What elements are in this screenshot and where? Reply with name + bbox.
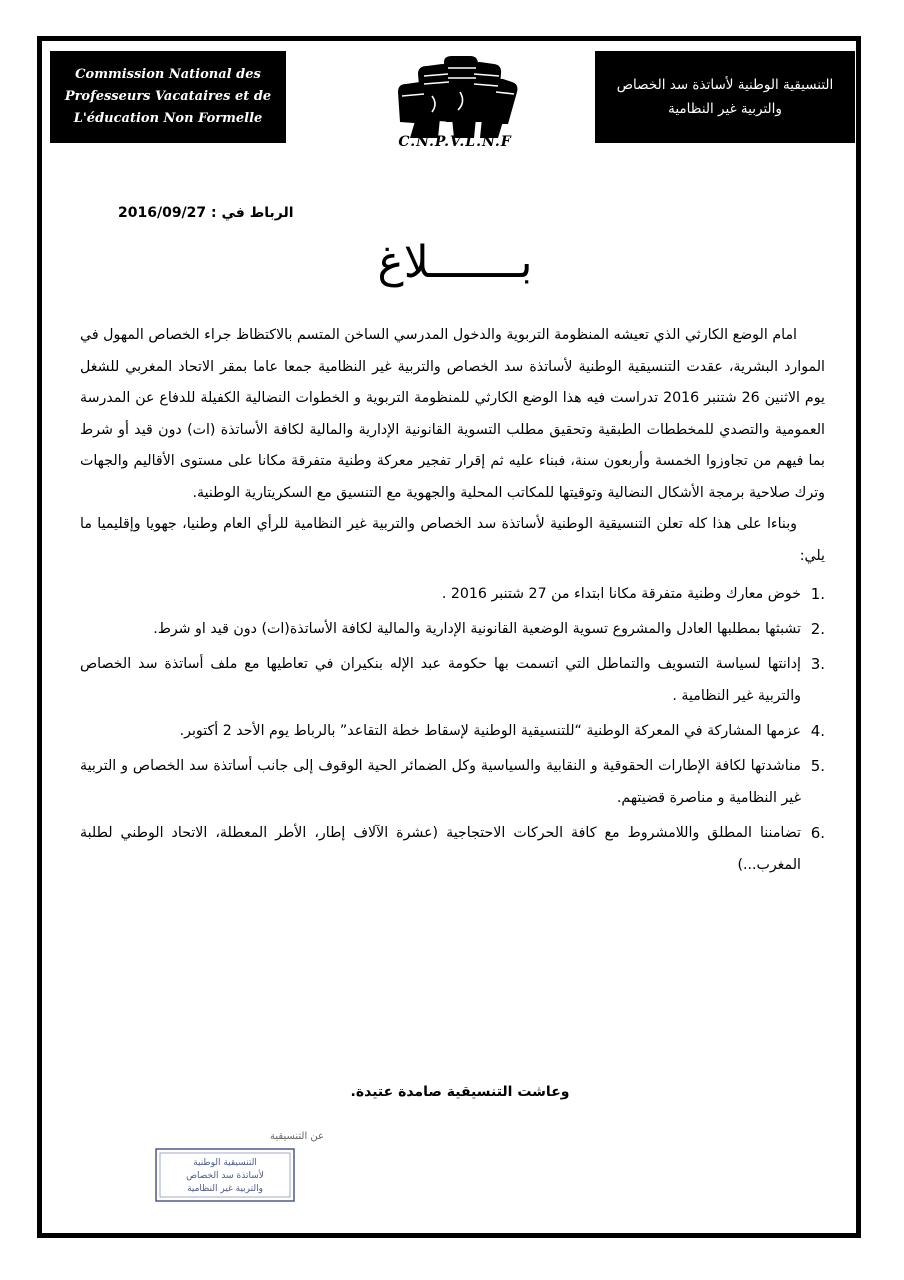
list-item: 4. عزمها المشاركة في المعركة الوطنية “للتنسيقية الوطنية لإسقاط خطة التقاعد” بالرباط يوم الأحد 2 أكتوبر.	[179, 722, 825, 740]
list-item: 6. تضامننا المطلق واللامشروط مع كافة الحركات الاحتجاجية (عشرة الآلاف إطار، الأطر المعطلة، الاتحاد الوطني لطلبة المغرب...)	[80, 824, 825, 873]
demands-list	[80, 578, 825, 881]
raised-fists-logo-icon	[380, 52, 530, 138]
paragraph-2: وبناءا على هذا كله تعلن التنسيقية الوطنية لأساتذة سد الخصاص والتربية غير النظامية للرأي العام وطنيا، جهويا وإقليميا ما يلي:	[80, 516, 825, 564]
stamp-line-2: لأساتذة سد الخصاص	[186, 1171, 264, 1181]
document-body	[80, 320, 825, 884]
french-line-2: Professeurs Vacataires et de	[64, 89, 272, 104]
list-item: 3. إدانتها لسياسة التسويف والتماطل التي اتسمت بها حكومة عبد الإله بنكيران في تعاطيها مع ملف أساتذة سد الخصاص والتربية غير النظامية .	[80, 655, 825, 704]
list-item: 1. خوض معارك وطنية متفرقة مكانا ابتداء من 27 شتنبر 2016 .	[441, 585, 825, 603]
header-french-box	[50, 51, 286, 143]
arabic-line-1: التنسيقية الوطنية لأساتذة سد الخصاص	[616, 77, 834, 93]
logo-caption: C.N.P.V.L.N.F	[398, 134, 512, 150]
list-item: 2. تشبثها بمطلبها العادل والمشروع تسوية الوضعية القانونية الإدارية والمالية لكافة الأساتذة(ات) دون قيد او شرط.	[153, 620, 825, 638]
date-line: الرباط في : 2016/09/27	[118, 205, 294, 221]
stamp-line-3: والتربية غير النظامية	[187, 1184, 263, 1194]
document-title: بـــــــلاغ	[377, 237, 533, 288]
french-line-1: Commission National des	[75, 67, 261, 82]
official-stamp-icon	[150, 1125, 324, 1205]
french-line-3: L'éducation Non Formelle	[73, 111, 263, 126]
paragraph-1: امام الوضع الكارثي الذي تعيشه المنظومة التربوية والدخول المدرسي الساخن المتسم بالاكتظاظ جراء الخصاص المهول في الموارد البشرية، عقدت التنسيقية الوطنية لأساتذة سد الخصاص والتربية غير النظامية جمعا عاما بمقر الاتحاد المغربي للشغل يوم الاثنين 26 شتنبر 2016 تدراست فيه هذا الوضع الكارثي للمنظومة التربوية و الخطوات النضالية الكفيلة للدفاع عن المدرسة العمومية والتصدي للمخططات الطبقية وتحقيق مطلب التسوية القانونية الإدارية والمالية لكافة الأساتذة (ات) دون قيد أو شرط بما فيهم من تجاوزوا الخمسة وأربعون سنة، فبناء عليه ثم إقرار تفجير معركة وطنية متفرقة مكانا على مستوى الأقاليم والجهات وترك صلاحية برمجة الأشكال النضالية وتوقيتها للمكاتب المحلية والجهوية مع التنسيق مع السكريتارية الوطنية.	[80, 327, 825, 501]
header-arabic-box	[595, 51, 855, 143]
list-item: 5. مناشدتها لكافة الإطارات الحقوقية و النقابية والسياسية وكل الضمائر الحية الوقوف إلى جانب أساتذة سد الخصاص و التربية غير النظامية و مناصرة قضيتهم.	[80, 757, 825, 806]
stamp-top-label: عن التنسيقية	[270, 1131, 324, 1142]
stamp-line-1: التنسيقية الوطنية	[193, 1158, 257, 1168]
closing-statement: وعاشت التنسيقية صامدة عتيدة.	[350, 1084, 570, 1100]
arabic-line-2: والتربية غير النظامية	[668, 101, 782, 117]
